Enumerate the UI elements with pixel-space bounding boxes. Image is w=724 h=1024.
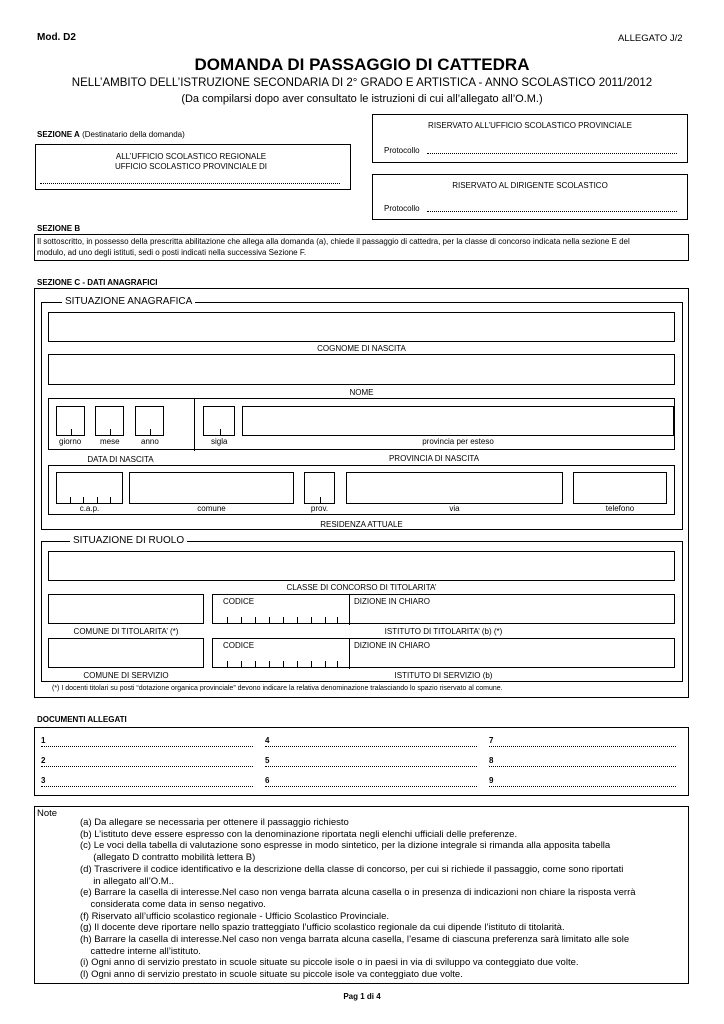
note-line: (g) Il docente deve riportare nello spazio tratteggiato l’ufficio scolastico regionale da cui dipende l’istituto di titolarità. [80, 922, 565, 934]
reserved-office-title: RISERVATO ALL’UFFICIO SCOLASTICO PROVINCIALE [428, 121, 632, 130]
recipient-line-1: ALL’UFFICIO SCOLASTICO REGIONALE [115, 152, 267, 161]
note-line: (e) Barrare la casella di interesse.Nel caso non venga barrata alcuna casella o in presenza di indicazioni non chiare la risposta verrà [80, 887, 636, 899]
reserved-office-box [372, 114, 688, 163]
provincia-esteso-label: provincia per esteso [422, 437, 494, 446]
cognome-label: COGNOME DI NASCITA [317, 344, 406, 353]
section-c-label: SEZIONE C - DATI ANAGRAFICI [37, 278, 158, 287]
sigla-label: sigla [211, 437, 228, 446]
cap-label: c.a.p. [79, 504, 100, 513]
note-line: (c) Le voci della tabella di valutazione sono espresse in modo sintetico, per la dizione integrale si rimanda alla apposita tabella [80, 840, 611, 852]
doc-number-5: 5 [265, 756, 270, 765]
cap-input[interactable] [56, 472, 123, 504]
ruolo-title: SITUAZIONE DI RUOLO [70, 535, 187, 547]
prov-input[interactable] [304, 472, 335, 504]
birth-data-box [48, 398, 675, 450]
giorno-label: giorno [59, 437, 82, 446]
birth-divider [194, 399, 195, 451]
doc-field-4[interactable] [265, 746, 477, 747]
via-input[interactable] [346, 472, 563, 504]
istituto-servizio-box [212, 638, 675, 668]
doc-number-3: 3 [41, 776, 46, 785]
nome-input[interactable] [48, 354, 675, 385]
residenza-label: RESIDENZA ATTUALE [320, 520, 403, 529]
attachment-code: ALLEGATO J/2 [618, 33, 683, 44]
doc-number-6: 6 [265, 776, 270, 785]
comune-input[interactable] [129, 472, 294, 504]
notes-list [80, 817, 636, 981]
province-name-input[interactable] [242, 406, 674, 436]
data-nascita-label: DATA DI NASCITA [87, 455, 154, 464]
telefono-input[interactable] [573, 472, 667, 504]
residence-box [48, 465, 675, 515]
page-subtitle: NELL’AMBITO DELL’ISTRUZIONE SECONDARIA DI 2° GRADO E ARTISTICA - ANNO SCOLASTICO 2011/2012 [71, 77, 653, 89]
page-instructions: (Da compilarsi dopo aver consultato le istruzioni di cui all’allegato all’O.M.) [181, 93, 543, 105]
province-code-input[interactable] [203, 406, 235, 436]
via-label: via [449, 504, 460, 513]
codice-label-1: CODICE [223, 597, 255, 606]
office-protocol-label: Protocollo [384, 146, 420, 155]
form-model-code: Mod. D2 [37, 32, 76, 43]
provincia-nascita-label: PROVINCIA DI NASCITA [388, 454, 480, 463]
documenti-label: DOCUMENTI ALLEGATI [37, 715, 127, 724]
comune-servizio-input[interactable] [48, 638, 204, 668]
comune-titolarita-label: COMUNE DI TITOLARITA’ (*) [73, 627, 179, 636]
doc-number-1: 1 [41, 736, 46, 745]
section-b-box [34, 234, 689, 261]
anagrafica-title: SITUAZIONE ANAGRAFICA [62, 296, 195, 308]
note-line: considerata come data in senso negativo. [80, 898, 266, 910]
mese-label: mese [100, 437, 120, 446]
note-line: (l) Ogni anno di servizio prestato in scuole situate su piccole isole va conteggiato due volte. [80, 969, 463, 981]
classe-concorso-input[interactable] [48, 551, 675, 581]
note-line: (h) Barrare la casella di interesse.Nel caso non venga barrata alcuna casella, l’esame di ciascuna preferenza sarà limitato alle sole [80, 934, 630, 946]
doc-number-2: 2 [41, 756, 46, 765]
page-title: DOMANDA DI PASSAGGIO DI CATTEDRA [194, 55, 530, 74]
comune-titolarita-input[interactable] [48, 594, 204, 624]
doc-field-1[interactable] [41, 746, 253, 747]
telefono-label: telefono [605, 504, 635, 513]
codice-label-2: CODICE [223, 641, 255, 650]
footnote: (*) I docenti titolari su posti “dotazione organica provinciale” devono indicare la relativa denominazione tralasciando lo spazio riservato al comune. [52, 685, 503, 692]
doc-number-4: 4 [265, 736, 270, 745]
doc-field-8[interactable] [489, 766, 676, 767]
doc-field-3[interactable] [41, 786, 253, 787]
prov-label: prov. [310, 504, 329, 513]
doc-field-2[interactable] [41, 766, 253, 767]
doc-number-7: 7 [489, 736, 494, 745]
notes-box [34, 806, 689, 984]
page-number: Pag 1 di 4 [343, 992, 381, 1001]
section-b-text-1: Il sottoscritto, in possesso della prescritta abilitazione che allega alla domanda (a), chiede il passaggio di cattedra, per la classe di concorso indicata nella sezione E del [37, 237, 630, 246]
nome-label: NOME [349, 388, 374, 397]
comune-label: comune [197, 504, 226, 513]
birth-month-input[interactable] [95, 406, 124, 436]
doc-field-9[interactable] [489, 786, 676, 787]
dirigente-protocol-field[interactable] [427, 211, 677, 212]
classe-concorso-label: CLASSE DI CONCORSO DI TITOLARITA’ [286, 583, 437, 592]
doc-number-8: 8 [489, 756, 494, 765]
note-line: (i) Ogni anno di servizio prestato in scuole situate su piccole isole o in paesi in via di sviluppo va conteggiato due volte. [80, 957, 579, 969]
dizione-label-2: DIZIONE IN CHIARO [354, 641, 431, 650]
section-a-label: SEZIONE A (Destinatario della domanda) [37, 130, 185, 139]
anno-label: anno [141, 437, 159, 446]
note-line: in allegato all’O.M.. [80, 875, 174, 887]
doc-field-7[interactable] [489, 746, 676, 747]
note-line: (f) Riservato all’ufficio scolastico regionale - Ufficio Scolastico Provinciale. [80, 910, 390, 922]
doc-field-6[interactable] [265, 786, 477, 787]
section-a-box [35, 144, 351, 190]
section-b-text-2: modulo, ad uno degli istituti, sedi o posti indicati nella successiva Sezione F. [37, 248, 307, 257]
cognome-input[interactable] [48, 312, 675, 342]
istituto-titolarita-box [212, 594, 675, 624]
note-line: (b) L’istituto deve essere espresso con la denominazione riportata negli elenchi ufficiali delle preferenze. [80, 828, 518, 840]
office-protocol-field[interactable] [427, 153, 677, 154]
note-line: cattedre interne all’istituto. [80, 945, 201, 957]
codice-input-2[interactable] [213, 651, 349, 669]
section-b-label: SEZIONE B [37, 224, 81, 233]
dizione-input-1[interactable] [350, 607, 674, 625]
birth-year-input[interactable] [135, 406, 164, 436]
dirigente-protocol-label: Protocollo [384, 204, 420, 213]
codice-input-1[interactable] [213, 607, 349, 625]
recipient-line-2: UFFICIO SCOLASTICO PROVINCIALE DI [114, 162, 268, 171]
comune-servizio-label: COMUNE DI SERVIZIO [83, 671, 169, 680]
note-line: (allegato D contratto mobilità lettera B) [80, 852, 256, 864]
doc-field-5[interactable] [265, 766, 477, 767]
recipient-field[interactable] [40, 183, 340, 184]
notes-label: Note [37, 808, 58, 819]
birth-day-input[interactable] [56, 406, 85, 436]
istituto-servizio-label: ISTITUTO DI SERVIZIO (b) [394, 671, 493, 680]
doc-number-9: 9 [489, 776, 494, 785]
reserved-dirigente-box [372, 174, 688, 220]
note-line: (d) Trascrivere il codice identificativo e la descrizione della classe di concorso, per cui si richiede il passaggio, come sono riportati [80, 863, 624, 875]
istituto-titolarita-label: ISTITUTO DI TITOLARITA’ (b) (*) [384, 627, 503, 636]
reserved-dirigente-title: RISERVATO AL DIRIGENTE SCOLASTICO [452, 181, 608, 190]
note-line: (a) Da allegare se necessaria per ottenere il passaggio richiesto [80, 817, 349, 828]
dizione-input-2[interactable] [350, 651, 674, 669]
documenti-box [34, 727, 689, 796]
dizione-label-1: DIZIONE IN CHIARO [354, 597, 431, 606]
